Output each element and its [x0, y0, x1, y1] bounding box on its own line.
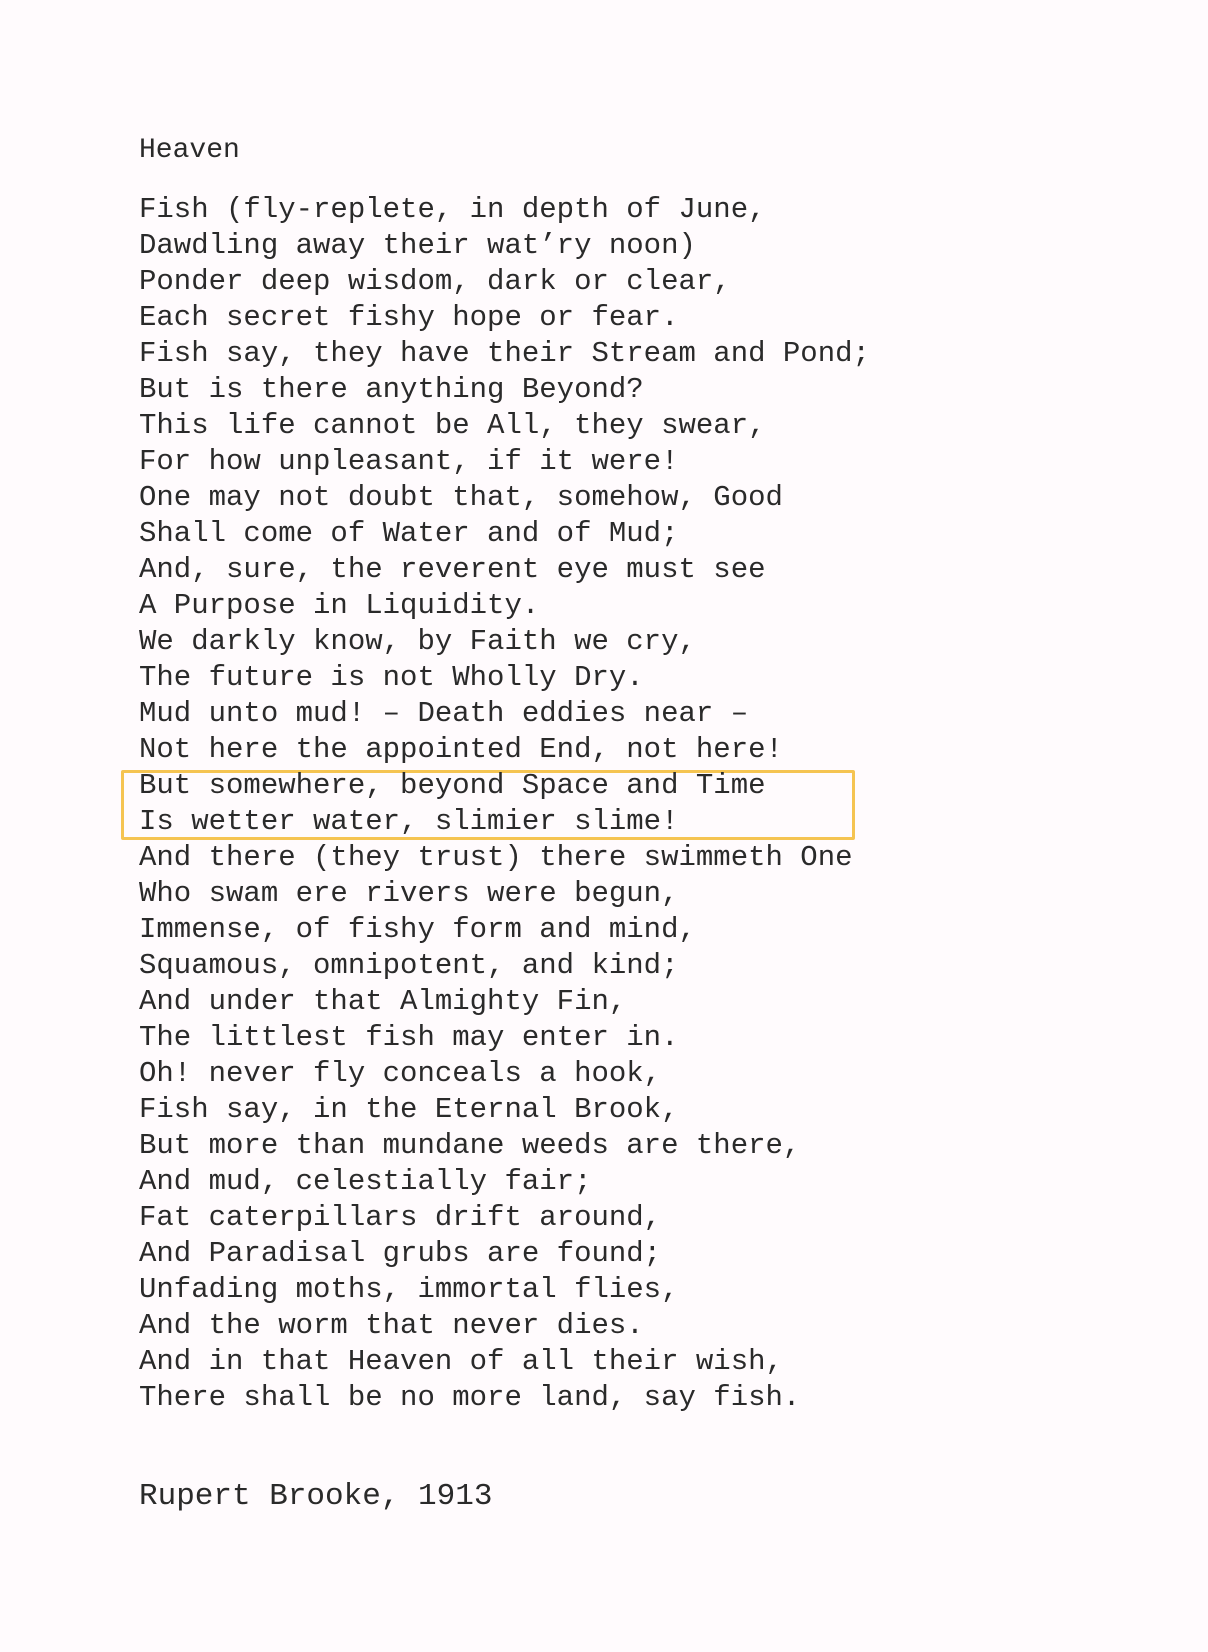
poem-body [139, 192, 870, 1416]
poem-line-11: And, sure, the reverent eye must see [139, 553, 766, 586]
poem-line-29: Fat caterpillars drift around, [139, 1201, 662, 1234]
poem-line-22: Squamous, omnipotent, and kind; [139, 949, 679, 982]
poem-line-26: Fish say, in the Eternal Brook, [139, 1093, 679, 1126]
poem-line-9: One may not doubt that, somehow, Good [139, 481, 783, 514]
poem-line-16: Not here the appointed End, not here! [139, 733, 783, 766]
poem-line-27: But more than mundane weeds are there, [139, 1129, 801, 1162]
poem-line-23: And under that Almighty Fin, [139, 985, 627, 1018]
poem-line-32: And the worm that never dies. [139, 1309, 644, 1342]
poem-line-8: For how unpleasant, if it were! [139, 445, 679, 478]
poem-line-19: And there (they trust) there swimmeth One [139, 841, 853, 874]
poem-line-18: Is wetter water, slimier slime! [139, 805, 679, 838]
poem-line-24: The littlest fish may enter in. [139, 1021, 679, 1054]
poem-line-25: Oh! never fly conceals a hook, [139, 1057, 662, 1090]
poem-line-30: And Paradisal grubs are found; [139, 1237, 662, 1270]
poem-line-14: The future is not Wholly Dry. [139, 661, 644, 694]
poem-line-20: Who swam ere rivers were begun, [139, 877, 679, 910]
poem-line-34: There shall be no more land, say fish. [139, 1381, 801, 1414]
poem-title: Heaven [139, 135, 240, 166]
poem-line-4: Each secret fishy hope or fear. [139, 301, 679, 334]
poem-line-10: Shall come of Water and of Mud; [139, 517, 679, 550]
poem-line-5: Fish say, they have their Stream and Pond; [139, 337, 870, 370]
poem-line-17: But somewhere, beyond Space and Time [139, 769, 766, 802]
poem-line-28: And mud, celestially fair; [139, 1165, 592, 1198]
poem-line-2: Dawdling away their wat’ry noon) [139, 229, 696, 262]
attribution: Rupert Brooke, 1913 [139, 1479, 493, 1514]
poem-line-1: Fish (fly-replete, in depth of June, [139, 193, 766, 226]
poem-line-12: A Purpose in Liquidity. [139, 589, 540, 622]
poem-line-7: This life cannot be All, they swear, [139, 409, 766, 442]
poem-line-31: Unfading moths, immortal flies, [139, 1273, 679, 1306]
poem-line-21: Immense, of fishy form and mind, [139, 913, 696, 946]
poem-line-13: We darkly know, by Faith we cry, [139, 625, 696, 658]
poem-line-3: Ponder deep wisdom, dark or clear, [139, 265, 731, 298]
poem-line-6: But is there anything Beyond? [139, 373, 644, 406]
poem-line-15: Mud unto mud! – Death eddies near – [139, 697, 749, 730]
poem-line-33: And in that Heaven of all their wish, [139, 1345, 783, 1378]
